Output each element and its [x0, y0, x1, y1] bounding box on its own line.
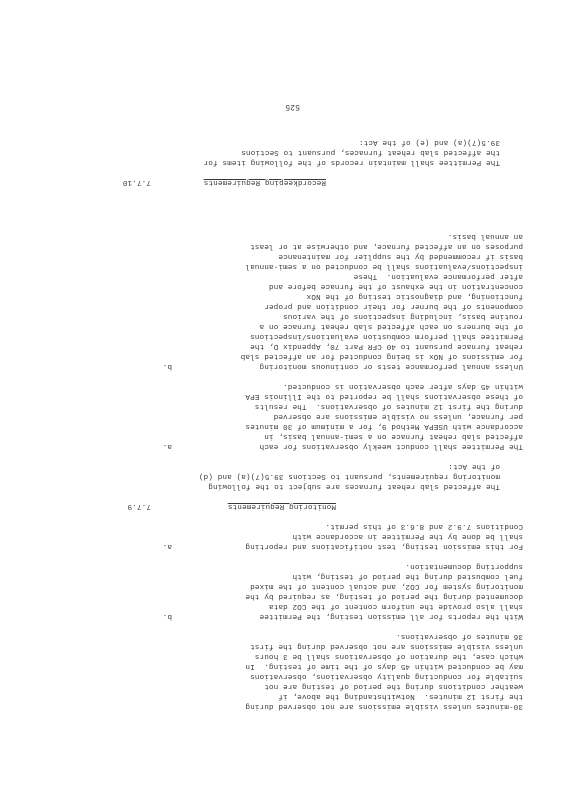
body-line: With the reports for all emission testing, the Permittee	[259, 612, 523, 620]
body-line: the affected slab reheat furnaces, pursuant to Sections	[241, 148, 500, 156]
body-line: basis if recommended by the supplier for maintenance	[278, 252, 523, 260]
section-number: 7.7.10	[122, 178, 151, 186]
body-line: purposes on an affected furnace, and otherwise at or least	[249, 242, 523, 250]
body-line: unless visible emissions are not observed during the first	[249, 642, 523, 650]
body-line: may be conducted within 45 days of the time of testing. In	[245, 662, 523, 670]
body-line: 36 minutes of observations.	[395, 632, 523, 640]
body-line: The affected slab reheat furnaces are subject to the following	[208, 482, 500, 490]
body-line: routine basis, including inspections of the various	[282, 312, 523, 320]
body-line: functioning, and diagnostic testing of the NOx	[306, 292, 523, 300]
body-line: of these observations shall be reported to the Illinois EPA	[245, 392, 523, 400]
body-line: reheat furnace pursuant to 40 CFR Part 70, Appendix D, the	[249, 342, 523, 350]
body-line: monitoring requirements, pursuant to Sections 39.5(7)(a) and (d)	[198, 472, 500, 480]
body-line: Conditions 7.9.2 and 8.6.3 of this permit.	[325, 522, 523, 530]
body-line: Permittee shall perform combustion evaluations/inspections	[249, 332, 523, 340]
section-number: 7.7.9	[127, 502, 151, 510]
item-label: a.	[162, 542, 172, 550]
body-line: fuel combusted during the period of testing, with	[292, 572, 523, 580]
body-line: of the Act:	[448, 462, 500, 470]
body-line: weather conditions during the period of testing are not	[264, 682, 523, 690]
body-line: per furnace, unless no visible emissions are observed	[273, 412, 523, 420]
body-line: components of the burner for their condition and proper	[264, 302, 523, 310]
body-line: within 45 days after each observation is conducted.	[282, 382, 523, 390]
item-label: a.	[162, 442, 172, 450]
body-line: The Permittee shall maintain records of the following items for	[203, 158, 500, 166]
body-line: For this emission testing, test notifications and reporting	[245, 542, 523, 550]
body-line: 30-minutes unless visible emissions are not observed during	[245, 702, 523, 710]
section-heading: Monitoring Requirements	[227, 502, 336, 510]
body-line: during the first 12 minutes of observations. The results	[254, 402, 523, 410]
body-line: documented during the period of testing, as required by the	[245, 592, 523, 600]
item-label: b.	[162, 362, 172, 370]
page-number: 525	[285, 102, 300, 111]
body-line: after performance evaluation. These	[353, 272, 523, 280]
body-line: 39.5(7)(a) and (e) of the Act:	[358, 138, 500, 146]
body-line: accordance with USEPA Method 9, for a minimum of 30 minutes	[245, 422, 523, 430]
body-line: Unless annual performance tests or continuous monitoring	[259, 362, 523, 370]
body-line: shall also provide the uniform content of the CO2 data	[268, 602, 523, 610]
body-line: which case, the duration of observations shall be 3 hours	[254, 652, 523, 660]
body-line: of the burners on each affected slab reheat furnace on a	[259, 322, 523, 330]
body-line: supporting documentation.	[405, 562, 523, 570]
body-line: an annual basis.	[447, 232, 523, 240]
body-line: The Permittee shall conduct weekly observations for each	[259, 442, 523, 450]
body-line: monitoring system for CO2, and actual content of the mixed	[249, 582, 523, 590]
body-line: inspections/evaluations shall be conducted on a semi-annual	[245, 262, 523, 270]
body-line: affected slab reheat furnace on a semi-annual basis, in	[264, 432, 523, 440]
body-line: suitable for conducting quality observations, observations	[249, 672, 523, 680]
body-line: the first 12 minutes. Notwithstanding the above, if	[278, 692, 523, 700]
body-line: concentration in the exhaust of the furnace before and	[268, 282, 523, 290]
body-line: shall be done by the Permittee in accordance with	[292, 532, 523, 540]
body-line: for emissions of NOx is being conducted for an affected slab	[240, 352, 523, 360]
item-label: b.	[162, 612, 172, 620]
section-heading: Recordkeeping Requirements	[203, 178, 326, 186]
